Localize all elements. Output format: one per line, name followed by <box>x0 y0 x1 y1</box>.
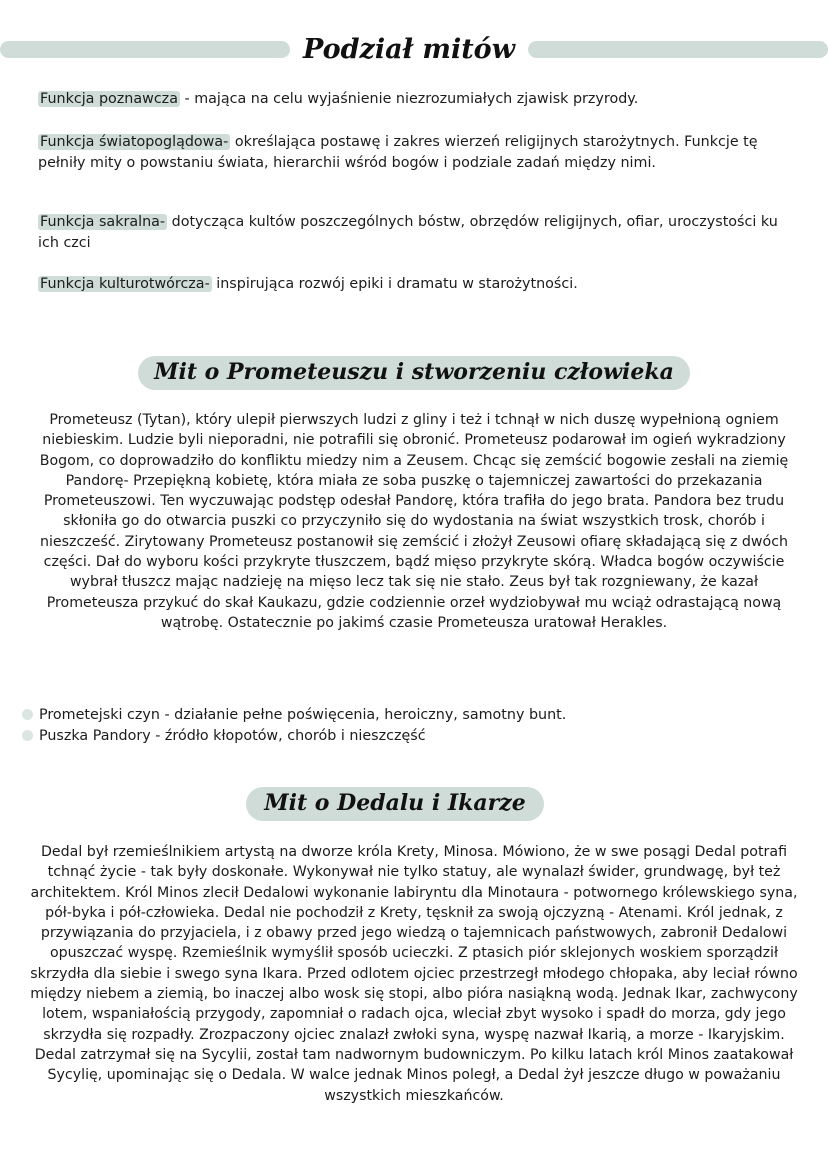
dedal-text: Dedal był rzemieślnikiem artystą na dworze króla Krety, Minosa. Mówiono, że w swe posągi Dedal potrafi tchnąć życie - tak były doskonałe. Wykonywał nie tylko statuy, ale wynalazł świder, grundwagę, był też architektem. Król Minos zlecił Dedalowi wykonanie labiryntu dla Minotaura - potwornego królewskiego syna, pół-byka i pół-człowieka. Dedal nie pochodził z Krety, tęsknił za swoją ojczyzną - Atenami. Król jednak, z przywiązania do przyjaciela, i z obawy przed jego wiedzą o tajemnicach państwowych, zabronił Dedalowi opuszczać wyspę. Rzemieślnik wymyślił sposób ucieczki. Z ptasich piór sklejonych woskiem sporządził skrzydła dla siebie i swego syna Ikara. Przed odlotem ojciec przestrzegł młodego chłopaka, aby leciał równo między niebem a ziemią, bo inaczej albo wosk się stopi, albo pióra nasiąkną wodą. Jednak Ikar, zachwycony lotem, wspaniałością przygody, zapomniał o radach ojca, wleciał zbyt wysoko i spadł do morza, gdy jego skrzydła się rozpadły. Zrozpaczony ojciec znalazł zwłoki syna, wyspę nazwał Ikarią, a morze - Ikaryjskim. Dedal zatrzymał się na Sycylii, został tam nadwornym budowniczym. Po kilku latach król Minos zaatakował Sycylię, upominając się o Dedala. W walce jednak Minos poległ, a Dedal żył jeszcze długo w poważaniu wszystkich mieszkańców. <box>30 844 798 1104</box>
prometeusz-text: Prometeusz (Tytan), który ulepił pierwszych ludzi z gliny i też i tchnął w nich duszę wypełnioną ogniem niebieskim. Ludzie byli nieporadni, nie potrafili się obronić. Prometeusz podarował im ogień wykradziony Bogom, co doprowadziło do konfliktu miedzy nim a Zeusem. Chcąc się zemścić bogowie zesłali na ziemię Pandorę- Przepiękną kobietę, która miała ze soba puszkę o tajemniczej zawartości do przekazania Prometeuszowi. Ten wyczuwając podstęp odesłał Pandorę, która trafiła do jego brata. Pandora bez trudu skłoniła go do otwarcia puszki co przyczyniło się do wydostania na świat wszystkich trosk, chorób i nieszcześć. Zirytowany Prometeusz postanowił się zemścić i złożył Zeusowi ofiarę składającą się z dwóch części. Dał do wyboru kości przykryte tłuszczem, bądź mięso przykryte skórą. Władca bogów oczywiście wybrał tłuszcz mając nadzieję na mięso lecz tak się nie stało. Zeus był tak rozgniewany, że kazał Prometeusza przykuć do skał Kaukazu, gdzie codziennie orzeł wydziobywał mu wciąż odrastającą nową wątrobę. Ostatecznie po jakimś czasie Prometeusza uratował Herakles. <box>39 412 789 631</box>
function-term: Funkcja kulturotwórcza- <box>40 276 210 292</box>
function-desc: inspirująca rozwój epiki i dramatu w starożytności. <box>211 276 578 292</box>
list-item <box>22 726 722 746</box>
bullet-icon <box>22 730 33 741</box>
dedal-title: Mit o Dedalu i Ikarze <box>264 790 526 816</box>
function-term: Funkcja sakralna- <box>40 214 166 230</box>
header-bar-right <box>528 41 828 58</box>
function-sakralna <box>38 212 778 254</box>
function-desc: - mająca na celu wyjaśnienie niezrozumiałych zjawisk przyrody. <box>179 91 639 107</box>
page-title: Podział mitów <box>303 34 515 65</box>
function-kulturotworcza <box>38 274 778 295</box>
function-desc: określająca postawę i zakres wierzeń religijnych starożytnych. Funkcje tę pełniły mity o powstaniu świata, hierarchii wśród bogów i podziale zadań między nimi. <box>38 134 758 171</box>
list-item-text: Prometejski czyn - działanie pełne poświęcenia, heroiczny, samotny bunt. <box>39 707 567 723</box>
bullet-icon <box>22 709 33 720</box>
function-desc: dotycząca kultów poszczególnych bóstw, obrzędów religijnych, ofiar, uroczystości ku ich czci <box>38 214 778 251</box>
function-swiatopogladowa <box>38 132 778 174</box>
function-term: Funkcja poznawcza <box>40 91 178 107</box>
prometeusz-title: Mit o Prometeuszu i stworzeniu człowieka <box>154 359 674 385</box>
list-item <box>22 705 722 725</box>
list-item-text: Puszka Pandory - źródło kłopotów, chorób i nieszczęść <box>39 728 426 744</box>
function-poznawcza <box>38 89 778 110</box>
header-bar-left <box>0 41 290 58</box>
function-term: Funkcja światopoglądowa- <box>40 134 229 150</box>
